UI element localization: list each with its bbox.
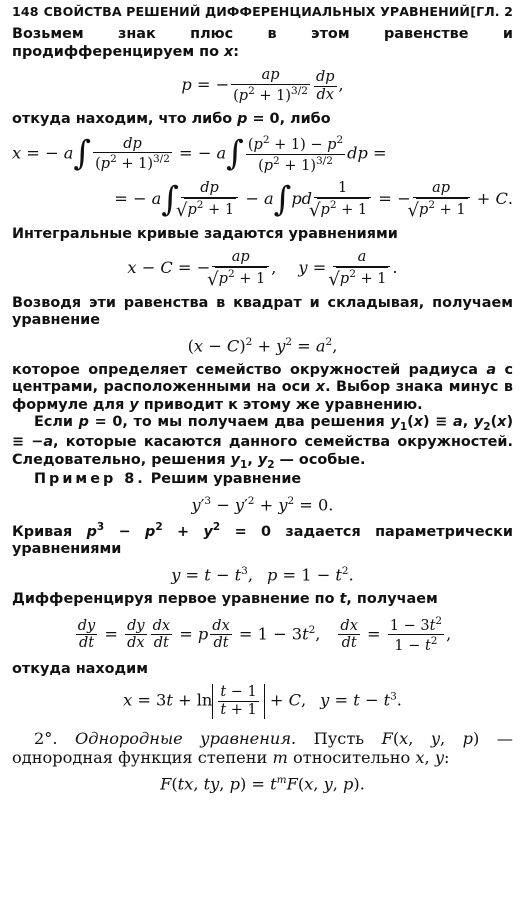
equation-4: x − C = − ap √ $p^2 + 1$ , y = a √ $p^2 + 1$ . — [12, 249, 513, 288]
paragraph-1: Возьмем знак плюс в этом равенстве и продифференцируем по x: — [12, 26, 513, 60]
equation-5: $(x - C)^2 + y^2 = a^2$, — [187, 335, 338, 356]
section-2-paragraph: 2°. Однородные уравнения. Пусть F(x, y, p) — однородная функция степени m относительно x, y: — [12, 728, 513, 768]
paragraph-2: откуда находим, что либо p = 0, либо — [12, 110, 331, 127]
running-title: СВОЙСТВА РЕШЕНИЙ ДИФФЕРЕНЦИАЛЬНЫХ УРАВНЕНИЙ — [43, 4, 471, 19]
equation-10: F(tx, ty, $p) = t^mF(x$, y, p). — [160, 774, 365, 794]
equation-1: p = − $\frac{ap}{(p^2 + 1)^{3/2}}$ $\frac{dp}{dx}$ , — [181, 67, 344, 104]
equation-8: $\frac{dy}{dt}$ = $\frac{dy}{dx}$ $\frac{dx}{dt}$ = p $\frac{dx}{dt}$ = $1 - 3t^2$, $\frac{dx}{dt}$ = $\frac{1 - 3t^2}{1 - t^2}$ , — [77, 614, 452, 655]
equation-2: x = − a∫ $\frac{dp}{(p^2 + 1)^{3/2}}$ = − a∫ $\frac{(p^2 + 1) - p^2}{(p^2 + 1)^{3/2}}$ dp = — [12, 133, 387, 174]
example-heading: Пример 8. Решим уравнение — [34, 471, 302, 488]
page-number: 148 — [12, 4, 39, 19]
running-header — [12, 4, 513, 19]
paragraph-7: Кривая $p^3 - p^2 + y^2 = 0$ задается параметрически уравнениями — [12, 521, 514, 558]
paragraph-5: которое определяет семейство окружностей радиуса a с центрами, расположенными на оси x. Выбор знака минус в формуле для y приводит к этому же уравнению. — [12, 361, 513, 413]
paragraph-3: Интегральные кривые задаются уравнениями — [12, 225, 398, 242]
equation-9: x = 3t + ln $\frac{t - 1}{t + 1}$ + C, $y = t - t^3$. — [123, 684, 402, 718]
paragraph-9: откуда находим — [12, 660, 149, 677]
chapter-label: [ГЛ. 2 — [470, 4, 513, 19]
paragraph-4: Возводя эти равенства в квадрат и складывая, получаем уравнение — [12, 294, 513, 329]
equation-6: $y'^3 - y'^2 + y^2 = 0$. — [191, 494, 334, 515]
equation-7: $y = t - t^3$, $p = 1 - t^2$. — [171, 565, 354, 585]
equation-3: = − a∫ dp √ $p^2 + 1$ − a∫pd 1 √ $p^2 + 1$ = − ap √ $p^2 + 1$ + C. — [12, 180, 513, 219]
paragraph-8: Дифференцируя первое уравнение по t, получаем — [12, 591, 438, 608]
paragraph-6: Если p = 0, то мы получаем два решения $y_1(x) \equiv a$, $y_2(x) \equiv -a$, которые касаются данного семейства окружностей. Следовательно, решения $y_1$, $y_2$ — особые. — [12, 414, 514, 471]
